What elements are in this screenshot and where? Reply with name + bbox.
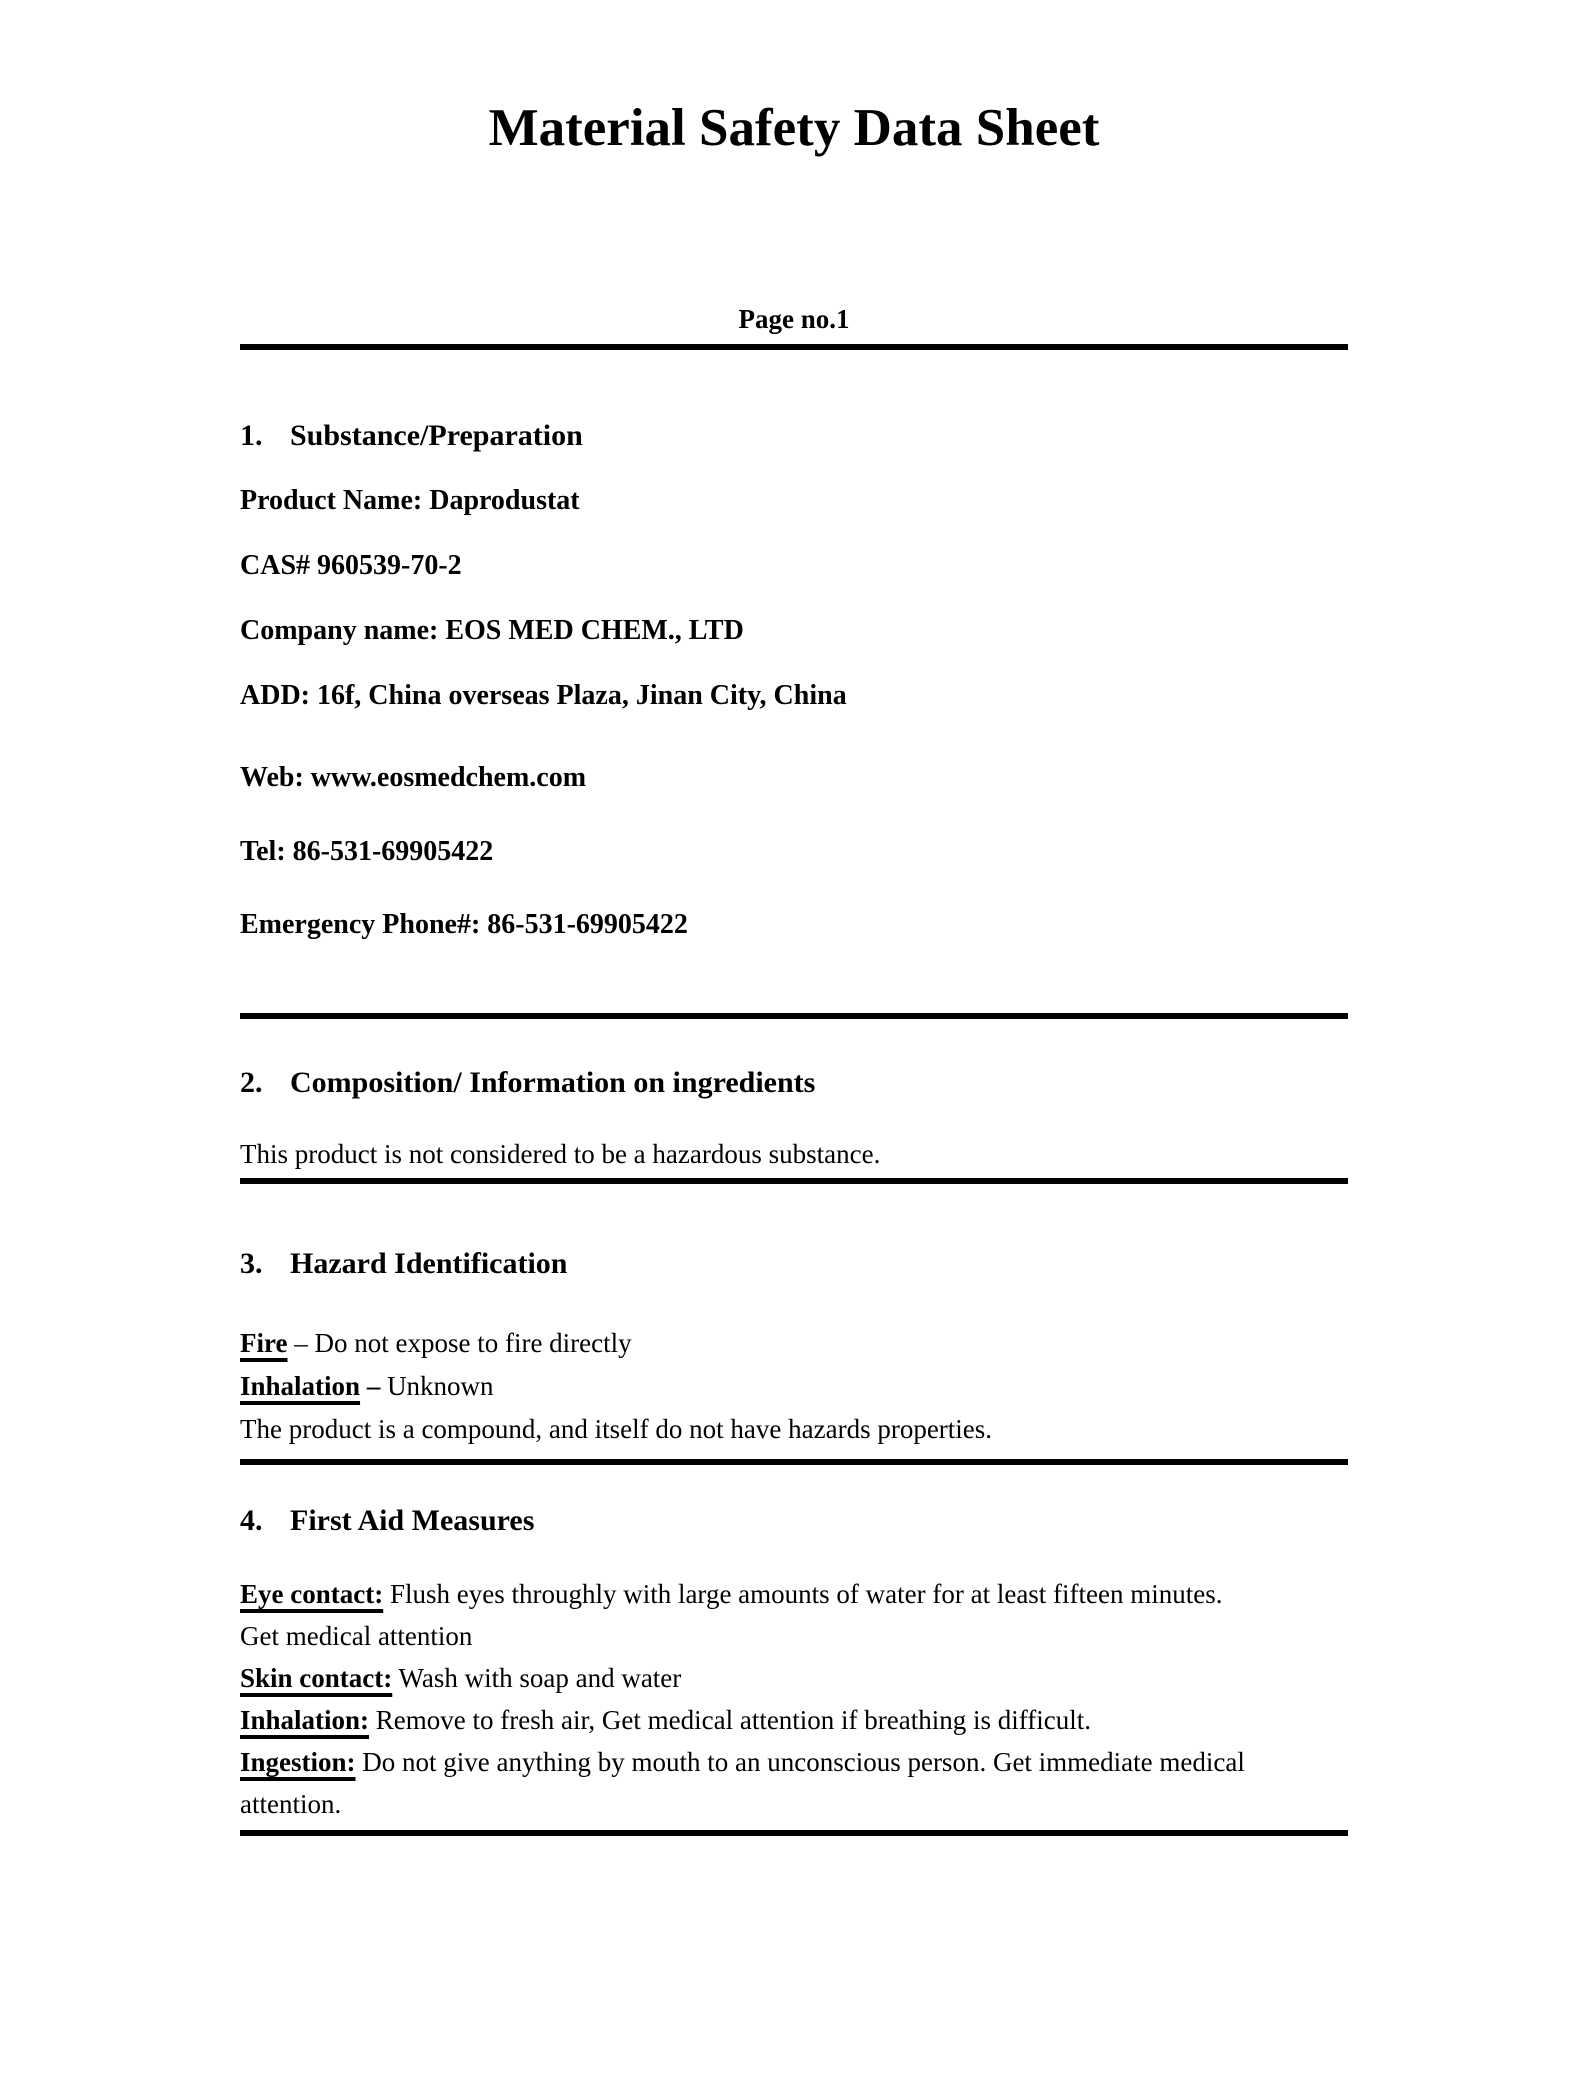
inhalation-hazard-line (240, 1365, 1348, 1408)
eye-contact-line (240, 1573, 1348, 1615)
section-3-number: 3. (240, 1247, 263, 1280)
section-2-heading (240, 1067, 1348, 1099)
get-medical-attention-line: Get medical attention (240, 1621, 473, 1651)
inhalation-text: Unknown (387, 1371, 494, 1401)
section-divider (240, 1830, 1348, 1836)
ingestion-label: Ingestion: (240, 1747, 356, 1777)
skin-contact-line (240, 1657, 1348, 1699)
section-4-heading (240, 1505, 1348, 1537)
section-divider (240, 1013, 1348, 1019)
page-number: Page no.1 (738, 304, 850, 334)
fire-label: Fire (240, 1328, 288, 1358)
skin-contact-label: Skin contact: (240, 1663, 393, 1693)
emergency-phone-line: Emergency Phone#: 86-531-69905422 (240, 909, 688, 940)
fire-separator: – (287, 1328, 315, 1358)
document-title: Material Safety Data Sheet (488, 99, 1100, 157)
company-name-line: Company name: EOS MED CHEM., LTD (240, 615, 744, 646)
inhalation-separator: – (360, 1371, 388, 1401)
section-composition (240, 1067, 1348, 1170)
inhalation-firstaid-line (240, 1699, 1348, 1741)
eye-contact-text: Flush eyes throughly with large amounts of water for at least fifteen minutes. (383, 1579, 1223, 1609)
inhalation-firstaid-text: Remove to fresh air, Get medical attention if breathing is difficult. (369, 1705, 1092, 1735)
ingestion-line (240, 1741, 1348, 1825)
eye-contact-label: Eye contact: (240, 1579, 384, 1609)
skin-contact-text: Wash with soap and water (392, 1663, 682, 1693)
cas-number-line: CAS# 960539-70-2 (240, 550, 462, 581)
section-3-title: Hazard Identification (290, 1247, 568, 1280)
section-3-heading (240, 1248, 1348, 1280)
msds-page (0, 96, 1588, 2090)
section-1-title: Substance/Preparation (290, 419, 583, 452)
fire-hazard-line (240, 1322, 1348, 1365)
section-2-title: Composition/ Information on ingredients (290, 1066, 816, 1099)
section-hazard-identification (240, 1248, 1348, 1451)
inhalation-firstaid-label: Inhalation: (240, 1705, 370, 1735)
section-first-aid (240, 1505, 1348, 1825)
website-line: Web: www.eosmedchem.com (240, 762, 587, 793)
section-divider (240, 1459, 1348, 1465)
section-divider (240, 1178, 1348, 1184)
section-4-number: 4. (240, 1504, 263, 1537)
inhalation-label: Inhalation (240, 1371, 361, 1401)
address-line: ADD: 16f, China overseas Plaza, Jinan City, China (240, 680, 847, 711)
section-substance-preparation (240, 420, 1348, 941)
fire-text: Do not expose to fire directly (314, 1328, 632, 1358)
ingestion-text: Do not give anything by mouth to an unconscious person. Get immediate medical attention. (240, 1747, 1245, 1819)
composition-statement: This product is not considered to be a hazardous substance. (240, 1139, 881, 1169)
section-2-number: 2. (240, 1066, 263, 1099)
product-name-line: Product Name: Daprodustat (240, 485, 580, 516)
section-4-title: First Aid Measures (290, 1504, 535, 1537)
telephone-line: Tel: 86-531-69905422 (240, 836, 494, 867)
compound-statement: The product is a compound, and itself do not have hazards properties. (240, 1414, 993, 1444)
section-1-number: 1. (240, 419, 263, 452)
section-divider (240, 344, 1348, 350)
section-1-heading (240, 420, 1348, 452)
